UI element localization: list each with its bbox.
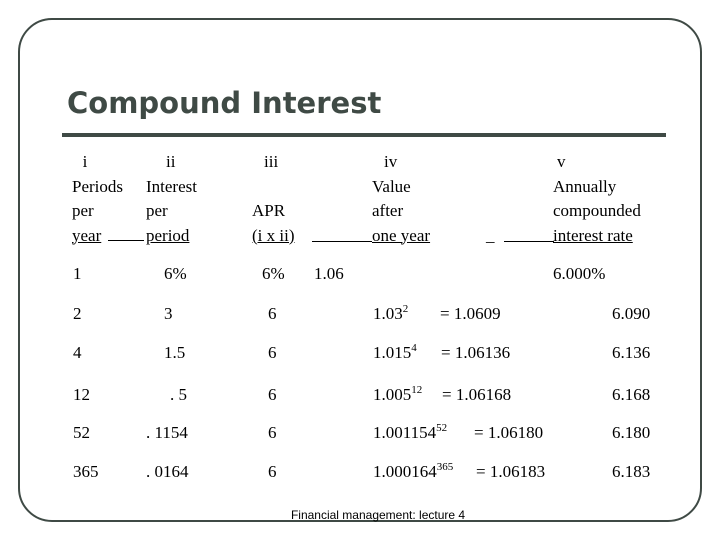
header-col-iv: iv Value after one year [372,152,431,245]
cell-annual-rate: 6.183 [612,462,651,481]
cell-rate: . 5 [170,385,187,404]
cell-annual-rate: 6.168 [612,385,651,404]
cell-apr: 6 [268,343,277,362]
cell-periods: 365 [73,462,99,481]
header-col-iii: iii APR (i x ii) [252,152,295,245]
cell-rate: . 1154 [146,423,188,442]
cell-rate: 1.5 [164,343,186,362]
cell-periods: 2 [73,304,82,323]
cell-apr: 6 [268,385,277,404]
cell-annual-rate: 6.000% [553,264,606,283]
cell-value-formula: 1.005$^{12}$ [373,384,423,404]
cell-annual-rate: 6.090 [612,304,651,323]
header-underline [108,240,144,241]
cell-value-formula: 1.000164$^{365}$ [373,461,454,481]
cell-periods: 1 [73,264,82,283]
title-rule [62,133,666,137]
cell-value-result: = 1.06183 [476,462,546,481]
cell-value-formula: 1.001154$^{52}$ [373,422,448,442]
header-col-ii: ii Interest per period [146,152,197,245]
cell-periods: 12 [73,385,90,404]
cell-value-formula: 1.03$^2$ [373,303,409,323]
slide-title: Compound Interest [67,86,382,120]
header-col-v: v Annually compounded interest rate [553,152,641,245]
cell-value-result: = 1.06136 [441,343,511,362]
cell-apr: 6 [268,304,277,323]
header-dash: _ [486,226,495,245]
cell-value-result: = 1.0609 [440,304,501,323]
cell-rate: 6% [164,264,187,283]
cell-apr: 6 [268,423,277,442]
header-underline [312,241,372,242]
cell-periods: 4 [73,343,82,362]
cell-value: 1.06 [314,264,344,283]
cell-apr: 6 [268,462,277,481]
footer-text: Financial management: lecture 4 [290,508,466,522]
cell-value-result: = 1.06180 [474,423,544,442]
cell-apr: 6% [262,264,285,283]
cell-annual-rate: 6.136 [612,343,651,362]
header-underline [504,241,554,242]
cell-rate: . 0164 [146,462,189,481]
cell-annual-rate: 6.180 [612,423,651,442]
cell-value-result: = 1.06168 [442,385,512,404]
cell-periods: 52 [73,423,90,442]
cell-rate: 3 [164,304,173,323]
cell-value-formula: 1.015$^4$ [373,342,417,362]
header-col-i: i Periods per year [72,152,123,245]
